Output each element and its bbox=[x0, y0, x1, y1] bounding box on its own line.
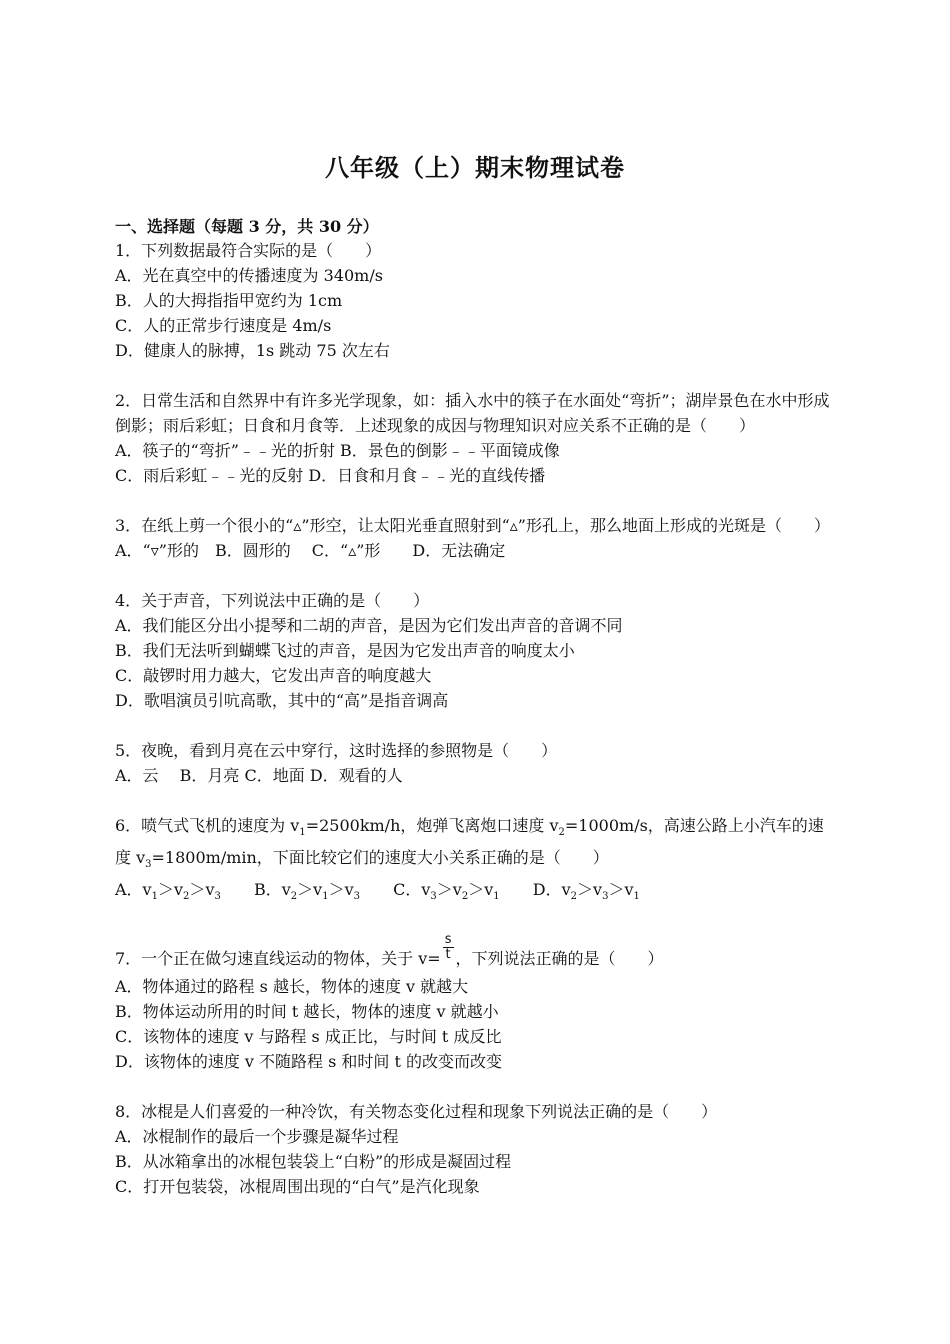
option-a: A．冰棍制作的最后一个步骤是凝华过程 bbox=[115, 1126, 399, 1146]
option-a: A．$v_1>v_2>v_3$ bbox=[115, 880, 221, 903]
question-8 bbox=[115, 1099, 835, 1199]
option-d: D．该物体的速度 v 不随路程 s 和时间 t 的改变而改变 bbox=[115, 1051, 503, 1071]
option-b: B．$v_2>v_1>v_3$ bbox=[253, 880, 361, 903]
option-a: A．光在真空中的传播速度为 340m/s bbox=[115, 266, 383, 285]
fraction-s-over-t: $\frac{s}{t}$ bbox=[444, 931, 452, 962]
option-d: D．健康人的脉搏，1s 跳动 75 次左右 bbox=[115, 341, 390, 360]
question-stem: 5．夜晚，看到月亮在云中穿行，这时选择的参照物是（ ） bbox=[115, 741, 558, 760]
option-b: B．从冰箱拿出的冰棍包装袋上“白粉”的形成是凝固过程 bbox=[115, 1151, 512, 1171]
option-row bbox=[115, 877, 835, 909]
option-c: C．$v_3>v_2>v_1$ bbox=[393, 880, 500, 903]
question-7 bbox=[115, 931, 835, 1074]
question-stem: 4．关于声音，下列说法中正确的是（ ） bbox=[115, 591, 430, 610]
question-3 bbox=[115, 513, 835, 563]
question-4 bbox=[115, 588, 835, 713]
option-b: B．我们无法听到蝴蝶飞过的声音，是因为它发出声音的响度太小 bbox=[115, 641, 575, 660]
section-heading: 一、选择题（每题 3 分，共 30 分） bbox=[115, 217, 379, 236]
question-list bbox=[115, 238, 835, 1224]
question-stem: 7．一个正在做匀速直线运动的物体，关于 v= $\frac{s}{t}$ ，下列说法正确的是（ ） bbox=[115, 931, 664, 968]
question-stem: 6．喷气式飞机的速度为 $v_1=2500km/h$，炮弹飞离炮口速度 $v_2=1000m/s$，高速公路上小汽车的速度 $v_3=1800m/\min$，下面比较它们的速度大小关系正确的是（ ） bbox=[115, 816, 824, 871]
option-row: A．“▿”形的 B．圆形的 C．“▵”形 D．无法确定 bbox=[115, 541, 506, 560]
question-stem: 8．冰棍是人们喜爱的一种冷饮，有关物态变化过程和现象下列说法正确的是（ ） bbox=[115, 1101, 718, 1121]
option-d: D．歌唱演员引吭高歌，其中的“高”是指音调高 bbox=[115, 691, 449, 710]
question-5 bbox=[115, 738, 835, 788]
option-a: A．物体通过的路程 s 越长，物体的速度 v 就越大 bbox=[115, 976, 469, 996]
question-2 bbox=[115, 388, 835, 488]
option-b: B．物体运动所用的时间 t 越长，物体的速度 v 就越小 bbox=[115, 1001, 499, 1021]
option-ab: A．筷子的“弯折”﹣﹣光的折射 B．景色的倒影﹣﹣平面镜成像 bbox=[115, 441, 560, 460]
question-stem: 3．在纸上剪一个很小的“▵”形空，让太阳光垂直照射到“▵”形孔上，那么地面上形成的光斑是（ ） bbox=[115, 516, 830, 535]
option-c: C．人的正常步行速度是 4m/s bbox=[115, 316, 332, 335]
question-stem: 1．下列数据最符合实际的是（ ） bbox=[115, 241, 382, 260]
option-c: C．该物体的速度 v 与路程 s 成正比，与时间 t 成反比 bbox=[115, 1026, 502, 1046]
question-stem: 2．日常生活和自然界中有许多光学现象，如：插入水中的筷子在水面处“弯折”；湖岸景色在水中形成倒影；雨后彩虹；日食和月食等．上述现象的成因与物理知识对应关系不正确的是（ ） bbox=[115, 391, 830, 435]
option-a: A．我们能区分出小提琴和二胡的声音，是因为它们发出声音的音调不同 bbox=[115, 616, 623, 635]
option-row: A．云 B．月亮 C．地面 D．观看的人 bbox=[115, 766, 403, 785]
option-c: C．打开包装袋，冰棍周围出现的“白气”是汽化现象 bbox=[115, 1176, 480, 1196]
option-b: B．人的大拇指指甲宽约为 1cm bbox=[115, 291, 343, 310]
option-c: C．敲锣时用力越大，它发出声音的响度越大 bbox=[115, 666, 432, 685]
option-d: D．$v_2>v_3>v_1$ bbox=[532, 880, 640, 903]
question-6 bbox=[115, 813, 835, 910]
question-1 bbox=[115, 238, 835, 363]
option-cd: C．雨后彩虹﹣﹣光的反射 D．日食和月食﹣﹣光的直线传播 bbox=[115, 466, 546, 485]
page-title: 八年级（上）期末物理试卷 bbox=[325, 153, 625, 182]
